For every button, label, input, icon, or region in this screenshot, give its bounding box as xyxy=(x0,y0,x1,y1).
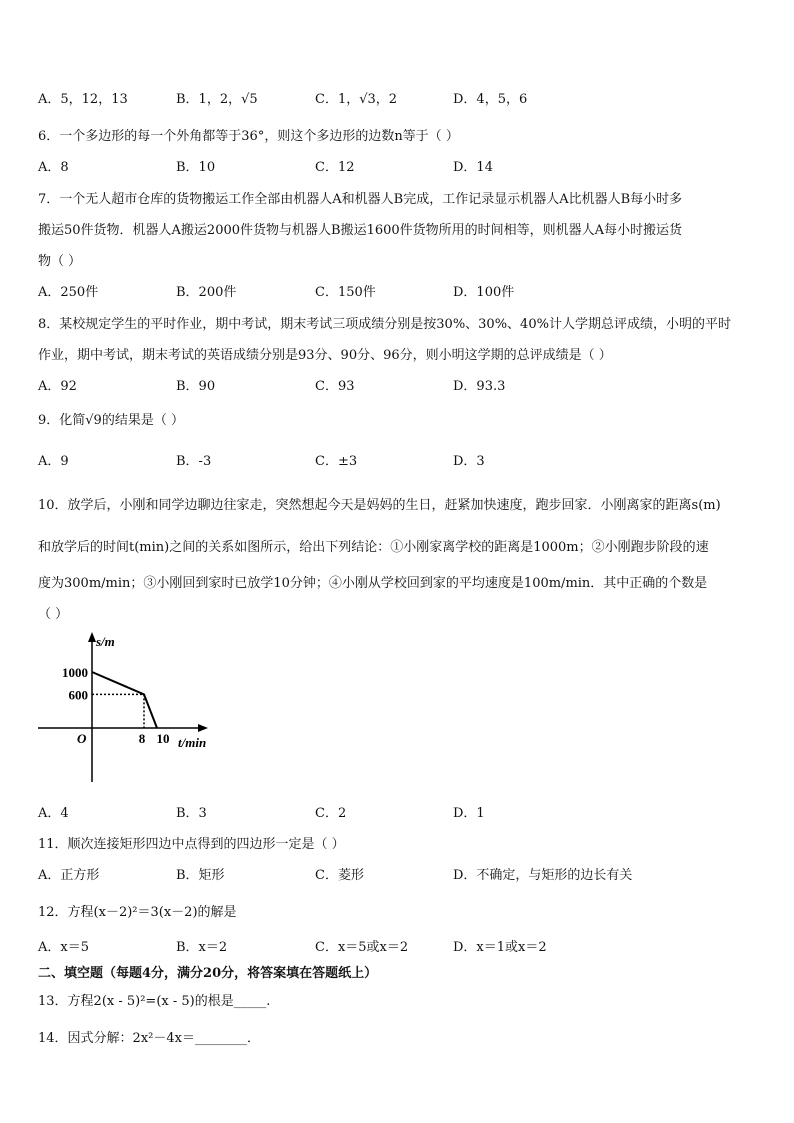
q11-option-a: A．正方形 xyxy=(38,868,100,883)
q5-options xyxy=(38,88,758,108)
q10-option-b: B．3 xyxy=(176,806,207,821)
q7-line-3: 物（ ） xyxy=(38,254,82,269)
distance-line xyxy=(92,672,157,728)
q6-option-c: C．12 xyxy=(315,160,355,175)
q10-option-a: A．4 xyxy=(38,806,69,821)
y-axis-label: s/m xyxy=(96,634,115,649)
y-tick-600: 600 xyxy=(68,687,88,703)
q7-line-2: 搬运50件货物．机器人A搬运2000件货物与机器人B搬运1600件货物所用的时间相等，则机器人A每小时搬运货 xyxy=(38,223,683,238)
q9-option-c: C．±3 xyxy=(315,454,358,469)
q8-option-d: D．93.3 xyxy=(453,379,506,394)
q8-option-b: B．90 xyxy=(176,379,216,394)
q10-line-3: 度为300m/min；③小刚回到家时已放学10分钟；④小刚从学校回到家的平均速度是100m/min．其中正确的个数是 xyxy=(38,576,708,591)
x-axis-label: t/min xyxy=(178,735,207,750)
q11-options xyxy=(38,864,758,884)
origin-label: O xyxy=(77,731,87,746)
x-tick-10: 10 xyxy=(156,731,170,746)
q8-line-2: 作业，期中考试，期末考试的英语成绩分别是93分、90分、96分，则小明这学期的总评成绩是（ ） xyxy=(38,348,612,363)
q9-stem: 9．化简√9的结果是（ ） xyxy=(38,413,184,428)
q7-option-b: B．200件 xyxy=(176,285,237,300)
q7-option-c: C．150件 xyxy=(315,285,376,300)
q12-option-a: A．x＝5 xyxy=(38,940,89,955)
q11-option-b: B．矩形 xyxy=(176,868,225,883)
q6-option-d: D．14 xyxy=(453,160,493,175)
y-axis-arrow xyxy=(88,632,96,642)
q6-options xyxy=(38,156,758,176)
x-axis-arrow xyxy=(198,724,208,732)
q7-option-a: A．250件 xyxy=(38,285,99,300)
q6-stem: 6．一个多边形的每一个外角都等于36°，则这个多边形的边数n等于（ ） xyxy=(38,129,459,144)
distance-time-graph xyxy=(38,630,238,785)
q5-option-a: A．5，12，13 xyxy=(38,92,128,107)
q5-option-d: D．4，5，6 xyxy=(453,92,528,107)
q8-option-c: C．93 xyxy=(315,379,355,394)
q13-stem: 13．方程2(x - 5)²=(x - 5)的根是_____. xyxy=(38,994,271,1009)
section-2-title: 二、填空题（每题4分，满分20分，将答案填在答题纸上） xyxy=(38,966,378,981)
q10-line-1: 10．放学后，小刚和同学边聊边往家走，突然想起今天是妈妈的生日，赶紧加快速度，跑步回家．小刚离家的距离s(m) xyxy=(38,498,721,513)
q7-options xyxy=(38,281,758,301)
q12-options xyxy=(38,936,758,956)
q8-line-1: 8．某校规定学生的平时作业，期中考试，期末考试三项成绩分别是按30%、30%、40%计人学期总评成绩，小明的平时 xyxy=(38,317,731,332)
q8-option-a: A．92 xyxy=(38,379,77,394)
q5-option-b: B．1，2，√5 xyxy=(176,92,258,107)
q7-option-d: D．100件 xyxy=(453,285,515,300)
q10-options xyxy=(38,802,758,822)
q12-option-c: C．x＝5或x＝2 xyxy=(315,940,409,955)
q5-option-c: C．1，√3，2 xyxy=(315,92,398,107)
q9-option-a: A．9 xyxy=(38,454,69,469)
q10-option-c: C．2 xyxy=(315,806,347,821)
q11-option-c: C．菱形 xyxy=(315,868,364,883)
q9-option-d: D．3 xyxy=(453,454,485,469)
q9-options xyxy=(38,450,758,470)
x-tick-8: 8 xyxy=(138,731,146,746)
q12-option-b: B．x＝2 xyxy=(176,940,228,955)
y-tick-1000: 1000 xyxy=(62,665,88,680)
q11-option-d: D．不确定，与矩形的边长有关 xyxy=(453,868,633,883)
q6-option-a: A．8 xyxy=(38,160,69,175)
q14-stem: 14．因式分解：2x²－4x＝________． xyxy=(38,1031,260,1046)
q8-options xyxy=(38,375,758,395)
q10-line-4: （ ） xyxy=(38,607,69,622)
q6-option-b: B．10 xyxy=(176,160,216,175)
q9-option-b: B．-3 xyxy=(176,454,212,469)
q7-line-1: 7．一个无人超市仓库的货物搬运工作全部由机器人A和机器人B完成，工作记录显示机器人A比机器人B每小时多 xyxy=(38,192,683,207)
q12-option-d: D．x＝1或x＝2 xyxy=(453,940,547,955)
q10-option-d: D．1 xyxy=(453,806,485,821)
q12-stem: 12．方程(x－2)²＝3(x－2)的解是 xyxy=(38,905,237,920)
q10-line-2: 和放学后的时间t(min)之间的关系如图所示，给出下列结论：①小刚家离学校的距离是1000m；②小刚跑步阶段的速 xyxy=(38,540,709,555)
q11-stem: 11．顺次连接矩形四边中点得到的四边形一定是（ ） xyxy=(38,837,345,852)
